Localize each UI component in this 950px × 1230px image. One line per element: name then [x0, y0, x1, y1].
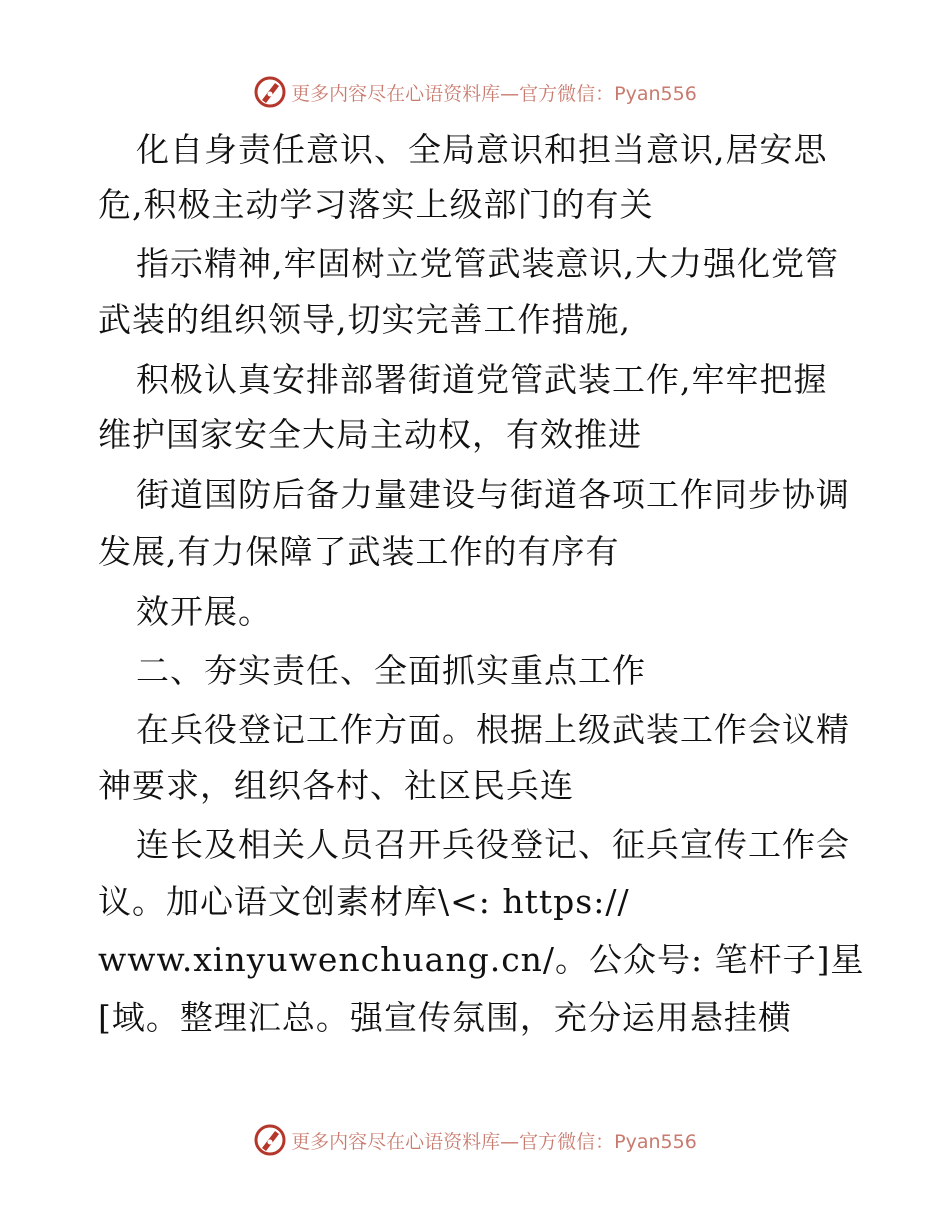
wechat-id: Pyan556: [614, 82, 697, 105]
text-line-14: 议。加心语文创素材库\<: https://: [98, 882, 630, 921]
watermark-text: 更多内容尽在心语资料库—官方微信：Pyan556: [291, 1130, 697, 1153]
text-line-6: 维护国家安全大局主动权，有效推进: [98, 415, 642, 454]
watermark-text: 更多内容尽在心语资料库—官方微信：Pyan556: [291, 82, 697, 105]
text-line-16: [域。整理汇总。强宣传氛围，充分运用悬挂横: [98, 998, 792, 1037]
text-line-12: 神要求，组织各村、社区民兵连: [98, 766, 574, 805]
text-line-1: 化自身责任意识、全局意识和担当意识,居安思: [136, 130, 828, 169]
text-line-8: 发展,有力保障了武装工作的有序有: [98, 532, 620, 571]
section-heading: 二、夯实责任、全面抓实重点工作: [136, 651, 646, 690]
wechat-id: Pyan556: [614, 1130, 697, 1153]
text-line-15: www.xinyuwenchuang.cn/。公众号: 笔杆子]星: [98, 940, 865, 979]
text-line-11: 在兵役登记工作方面。根据上级武装工作会议精: [136, 710, 850, 749]
footer-watermark: [0, 1120, 950, 1160]
text-line-3: 指示精神,牢固树立党管武装意识,大力强化党管: [136, 244, 839, 283]
text-line-7: 街道国防后备力量建设与街道各项工作同步协调: [136, 475, 850, 514]
text-line-5: 积极认真安排部署街道党管武装工作,牢牢把握: [136, 360, 828, 399]
quill-logo-icon: [253, 1123, 287, 1157]
text-line-9: 效开展。: [136, 592, 272, 631]
text-line-4: 武装的组织领导,切实完善工作措施,: [98, 300, 631, 339]
text-line-2: 危,积极主动学习落实上级部门的有关: [98, 185, 654, 224]
text-line-13: 连长及相关人员召开兵役登记、征兵宣传工作会: [136, 825, 850, 864]
